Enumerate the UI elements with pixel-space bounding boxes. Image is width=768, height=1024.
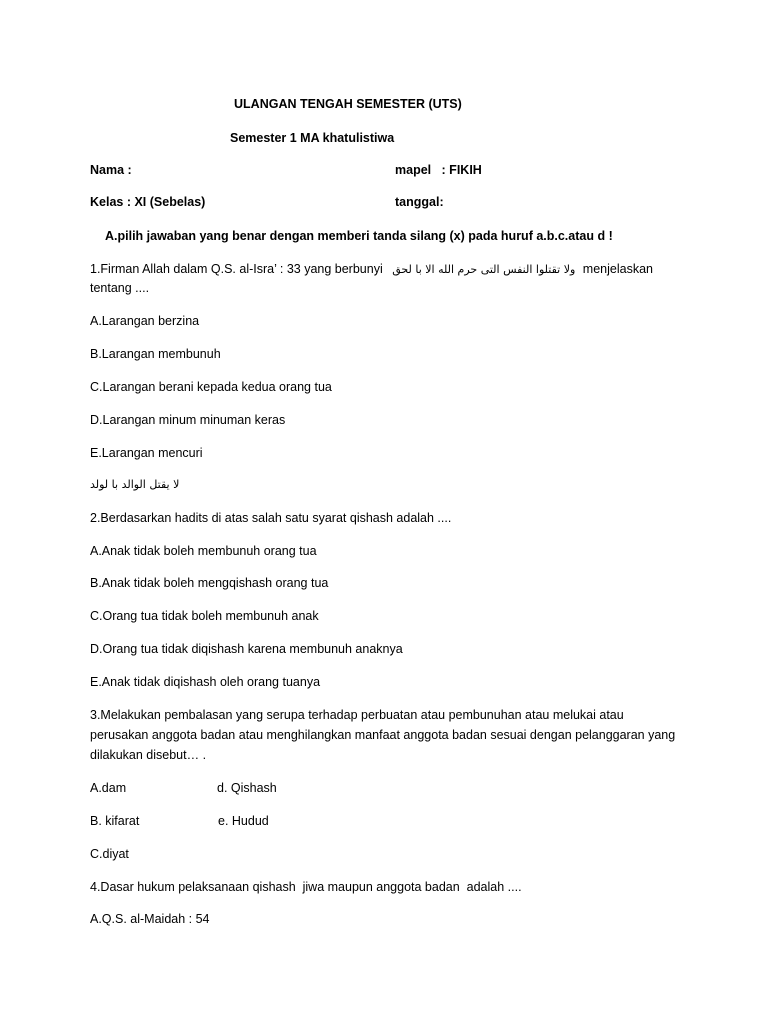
q1-option-d: D.Larangan minum minuman keras bbox=[90, 413, 286, 427]
mapel-label: mapel : FIKIH bbox=[395, 163, 482, 177]
q3-option-a: A.dam bbox=[90, 781, 127, 795]
kelas-label: Kelas : XI (Sebelas) bbox=[90, 195, 206, 209]
question-1-text-end: menjelaskan bbox=[582, 262, 653, 276]
question-2: 2.Berdasarkan hadits di atas salah satu syarat qishash adalah .... bbox=[90, 511, 452, 525]
q3-option-c: C.diyat bbox=[90, 847, 129, 861]
exam-title: ULANGAN TENGAH SEMESTER (UTS) bbox=[234, 97, 462, 111]
q2-option-a: A.Anak tidak boleh membunuh orang tua bbox=[90, 544, 317, 558]
q2-option-d: D.Orang tua tidak diqishash karena membunuh anaknya bbox=[90, 642, 403, 656]
question-1 bbox=[90, 261, 653, 278]
instruction: A.pilih jawaban yang benar dengan memberi tanda silang (x) pada huruf a.b.c.atau d ! bbox=[105, 229, 613, 243]
question-1-cont: tentang .... bbox=[90, 281, 150, 295]
exam-subtitle: Semester 1 MA khatulistiwa bbox=[230, 131, 395, 145]
q1-option-a: A.Larangan berzina bbox=[90, 314, 200, 328]
question-1-arabic: ولا تقتلوا النفس التى حرم الله الا با لحق bbox=[392, 263, 576, 276]
nama-label: Nama : bbox=[90, 163, 132, 177]
question-3-line-1: 3.Melakukan pembalasan yang serupa terhadap perbuatan atau pembunuhan atau melukai atau bbox=[90, 708, 624, 722]
question-3-line-2: perusakan anggota badan atau menghilangkan manfaat anggota badan sesuai dengan pelanggaran yang bbox=[90, 728, 676, 742]
q2-option-e: E.Anak tidak diqishash oleh orang tuanya bbox=[90, 675, 321, 689]
q3-option-e: e. Hudud bbox=[218, 814, 269, 828]
q1-option-c: C.Larangan berani kepada kedua orang tua bbox=[90, 380, 332, 394]
q3-option-d: d. Qishash bbox=[217, 781, 277, 795]
q2-option-b: B.Anak tidak boleh mengqishash orang tua bbox=[90, 576, 329, 590]
q4-option-a: A.Q.S. al-Maidah : 54 bbox=[90, 912, 210, 926]
q1-option-b: B.Larangan membunuh bbox=[90, 347, 221, 361]
question-3-line-3: dilakukan disebut… . bbox=[90, 748, 207, 762]
tanggal-label: tanggal: bbox=[395, 195, 444, 209]
q3-option-b: B. kifarat bbox=[90, 814, 140, 828]
question-1-text: 1.Firman Allah dalam Q.S. al-Isra’ : 33 yang berbunyi bbox=[90, 262, 383, 276]
q1-option-e: E.Larangan mencuri bbox=[90, 446, 203, 460]
q2-option-c: C.Orang tua tidak boleh membunuh anak bbox=[90, 609, 319, 623]
question-4: 4.Dasar hukum pelaksanaan qishash jiwa maupun anggota badan adalah .... bbox=[90, 880, 522, 894]
hadith-arabic: لا يقتل الوالد با لولد bbox=[90, 478, 180, 491]
